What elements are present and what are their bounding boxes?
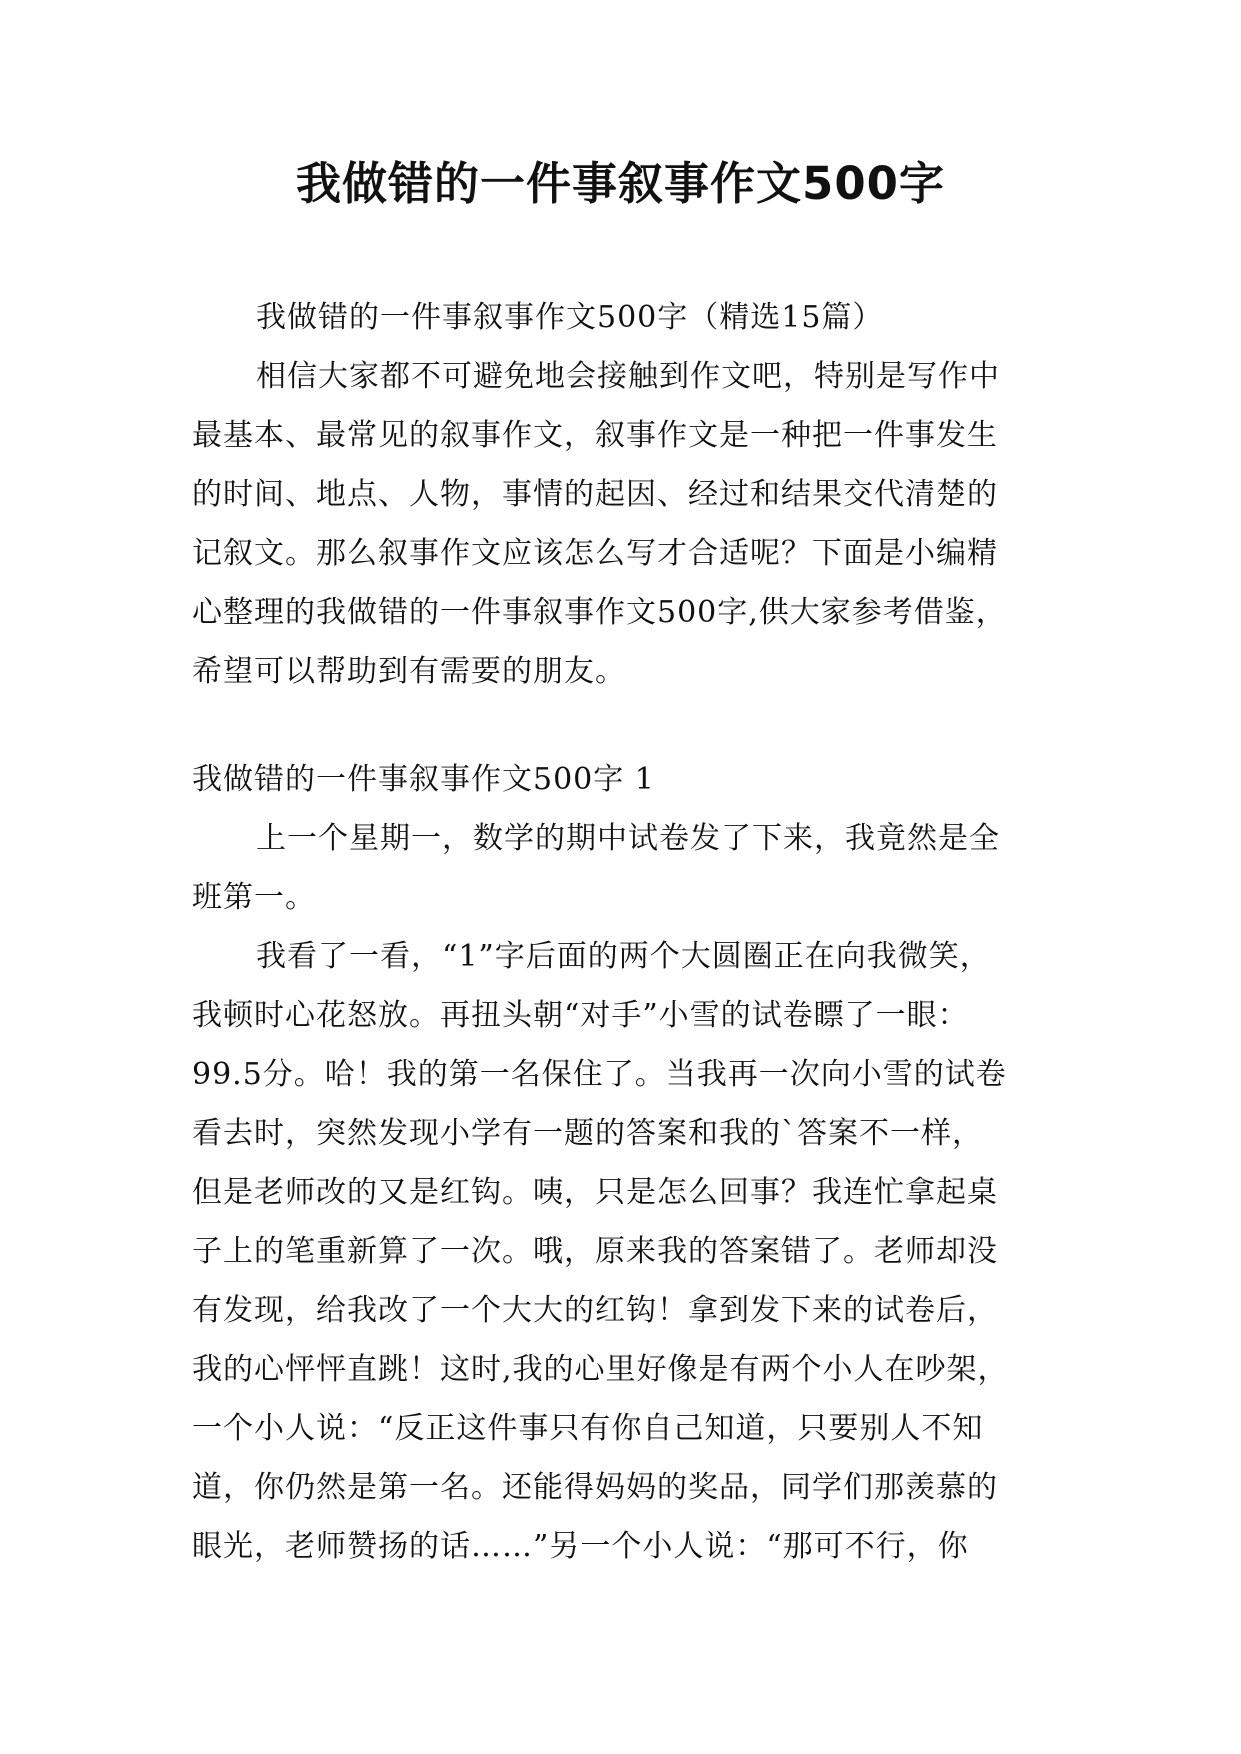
paragraph-line: 道，你仍然是第一名。还能得妈妈的奖品，同学们那羡慕的: [192, 1470, 998, 1505]
paragraph-line: 一个小人说：“反正这件事只有你自己知道，只要别人不知: [192, 1411, 984, 1446]
intro-block: [192, 288, 1052, 701]
intro-line: 心整理的我做错的一件事叙事作文500字,供大家参考借鉴，: [192, 595, 1007, 630]
intro-line: 相信大家都不可避免地会接触到作文吧，特别是写作中: [256, 359, 1000, 394]
intro-line: 希望可以帮助到有需要的朋友。: [192, 654, 626, 689]
paragraph-line: 看去时，突然发现小学有一题的答案和我的`答案不一样，: [192, 1116, 983, 1151]
paragraph-line: 班第一。: [192, 880, 316, 915]
paragraph-line: 但是老师改的又是红钩。咦，只是怎么回事？我连忙拿起桌: [192, 1175, 998, 1210]
document-title: 我做错的一件事叙事作文500字: [296, 157, 945, 210]
intro-line: 的时间、地点、人物，事情的起因、经过和结果交代清楚的: [192, 477, 998, 512]
paragraph-line: 我的心怦怦直跳！这时,我的心里好像是有两个小人在吵架，: [192, 1352, 1009, 1387]
paragraph-line: 99.5分。哈！我的第一名保住了。当我再一次向小雪的试卷: [192, 1057, 1007, 1092]
intro-line: 最基本、最常见的叙事作文，叙事作文是一种把一件事发生: [192, 418, 998, 453]
subtitle-line: 我做错的一件事叙事作文500字（精选15篇）: [256, 300, 884, 335]
paragraph-line: 眼光，老师赞扬的话……”另一个小人说：“那可不行，你: [192, 1529, 969, 1564]
section-1: [192, 750, 1052, 1576]
paragraph-line: 我看了一看，“1”字后面的两个大圆圈正在向我微笑，: [256, 939, 991, 974]
paragraph-line: 有发现，给我改了一个大大的红钩！拿到发下来的试卷后，: [192, 1293, 998, 1328]
paragraph-line: 子上的笔重新算了一次。哦，原来我的答案错了。老师却没: [192, 1234, 998, 1269]
paragraph-line: 上一个星期一，数学的期中试卷发了下来，我竟然是全: [256, 821, 1000, 856]
section-heading: 我做错的一件事叙事作文500字 1: [192, 762, 655, 797]
paragraph-line: 我顿时心花怒放。再扭头朝“对手”小雪的试卷瞟了一眼：: [192, 998, 969, 1033]
intro-line: 记叙文。那么叙事作文应该怎么写才合适呢？下面是小编精: [192, 536, 998, 571]
